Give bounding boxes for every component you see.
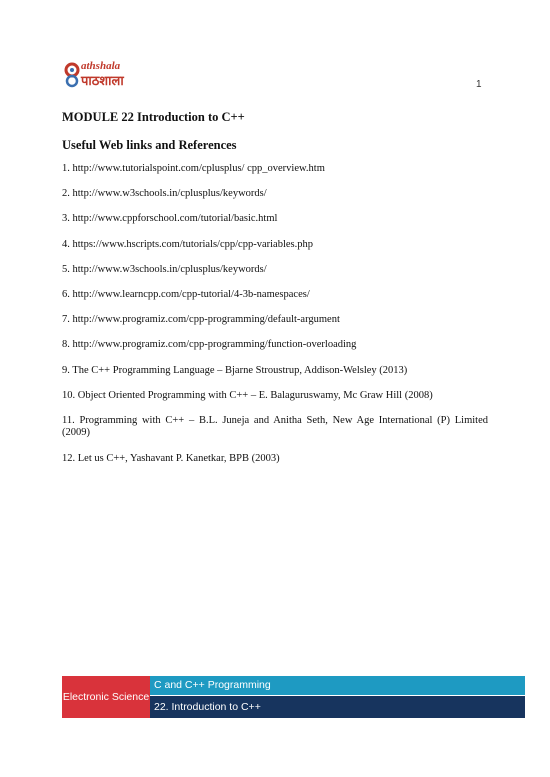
- reference-item: 5. http://www.w3schools.in/cplusplus/keywords/: [62, 263, 267, 275]
- reference-list: [62, 163, 488, 478]
- reference-item: 7. http://www.programiz.com/cpp-programming/default-argument: [62, 314, 340, 326]
- reference-item: 6. http://www.learncpp.com/cpp-tutorial/4-3b-namespaces/: [62, 288, 310, 300]
- page-number: 1: [476, 79, 482, 90]
- reference-item: 4. https://www.hscripts.com/tutorials/cpp/cpp-variables.php: [62, 238, 313, 250]
- reference-item: 1. http://www.tutorialspoint.com/cplusplus/ cpp_overview.htm: [62, 163, 325, 174]
- footer-module-title: 22. Introduction to C++: [150, 696, 525, 718]
- section-heading: Useful Web links and References: [62, 138, 237, 152]
- reference-item: 10. Object Oriented Programming with C++ – E. Balaguruswamy, Mc Graw Hill (2008): [62, 389, 433, 401]
- reference-item: 11. Programming with C++ – B.L. Juneja and Anitha Seth, New Age International (P) Limited (2009): [62, 414, 488, 439]
- reference-item: 12. Let us C++, Yashavant P. Kanetkar, BPB (2003): [62, 452, 280, 464]
- reference-item: 9. The C++ Programming Language – Bjarne Stroustrup, Addison-Welsley (2013): [62, 364, 408, 376]
- footer-banner: [62, 676, 525, 718]
- footer-subject: Electronic Science: [62, 676, 150, 718]
- footer-paper-title: C and C++ Programming: [150, 676, 525, 695]
- reference-item: 2. http://www.w3schools.in/cplusplus/keywords/: [62, 188, 267, 200]
- page-title: MODULE 22 Introduction to C++: [62, 110, 245, 124]
- logo-text-english: athshala: [81, 60, 121, 72]
- logo-text-hindi: पाठशाला: [81, 74, 124, 89]
- reference-item: 3. http://www.cppforschool.com/tutorial/basic.html: [62, 213, 278, 225]
- reference-item: 8. http://www.programiz.com/cpp-programming/function-overloading: [62, 339, 357, 351]
- logo-emblem-icon: [63, 62, 81, 88]
- pathshala-logo: [63, 60, 143, 90]
